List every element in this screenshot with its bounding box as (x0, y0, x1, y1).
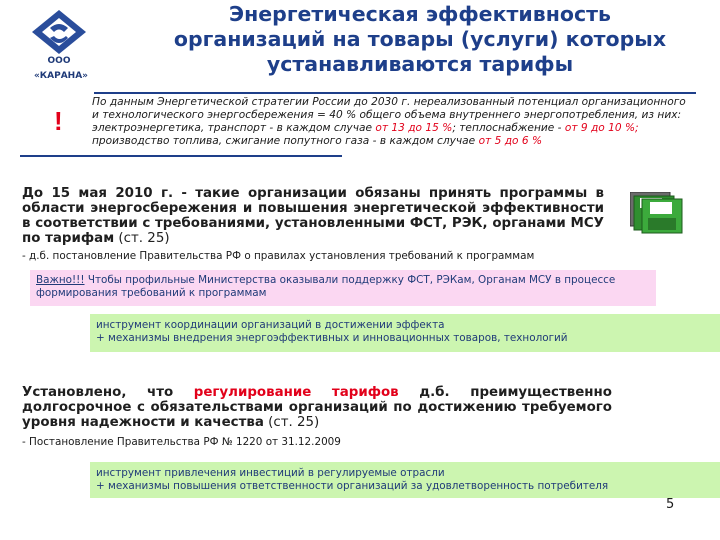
section-divider (20, 155, 342, 157)
exclamation-icon: ! (54, 106, 63, 136)
company-logo (28, 8, 90, 56)
logo-org-label: ООО (47, 56, 71, 66)
green-box-line-1: инструмент координации организаций в достижении эффекта (96, 319, 445, 331)
important-callout (30, 270, 656, 306)
intro-line-2: и технологического энергосбережения = 40 % общего объема внутреннего энергопотребления, из них: (92, 109, 682, 121)
tariff-text: д.б. преимущественно долгосрочное с обязательствами организаций по достижению требуемого уровня надежности и качества (22, 385, 613, 430)
deadline-text: До 15 мая 2010 г. - такие организации обязаны принять программы в области энергосбережения и повышения энергетической эффективности в соответствии с требованиями, установленными ФСТ, РЭК, органами МСУ по тарифам (22, 186, 604, 246)
tariff-text: Установлено, что (22, 385, 194, 400)
page-title: Энергетическая эффективность организаций на товары (услуги) которых устанавливаются тарифы (173, 2, 667, 76)
intro-line-1: По данным Энергетической стратегии России до 2030 г. нереализованный потенциал организационного (92, 96, 686, 108)
coordination-tool-box (90, 314, 720, 352)
tariff-highlight: регулирование тарифов (193, 385, 399, 400)
intro-text: производство топлива, сжигание попутного газа - в каждом случае (92, 135, 479, 147)
intro-line-4 (92, 135, 704, 148)
intro-text: электроэнергетика, транспорт - в каждом случае (92, 122, 376, 134)
tariff-paragraph (22, 385, 612, 430)
folders-icon (630, 192, 686, 234)
intro-highlight: от 9 до 10 %; (564, 122, 639, 134)
article-reference: (ст. 25) (263, 415, 320, 430)
green-box-line-1: инструмент привлечения инвестиций в регулируемые отрасли (96, 467, 445, 479)
title-divider (94, 92, 696, 94)
investment-tool-box (90, 462, 720, 498)
green-box-line-2: + механизмы повышения ответственности организаций за удовлетворенность потребителя (96, 480, 609, 492)
intro-highlight: от 5 до 6 % (478, 135, 543, 147)
important-text: Чтобы профильные Министерства оказывали поддержку ФСТ, РЭКам, Органам МСУ в процессе формирования требований к программам (36, 274, 616, 299)
green-box-line-2: + механизмы внедрения энергоэффективных и инновационных товаров, технологий (96, 332, 568, 344)
regulation-note: - д.б. постановление Правительства РФ о правилах установления требований к программам (22, 250, 535, 262)
deadline-paragraph (22, 186, 604, 246)
intro-paragraph (92, 96, 704, 148)
logo-company-name: «КАРАНА» (33, 71, 88, 81)
resolution-note: - Постановление Правительства РФ № 1220 от 31.12.2009 (22, 436, 341, 448)
page-number: 5 (666, 497, 675, 512)
important-label: Важно!!! (36, 274, 85, 286)
intro-text: ; теплоснабжение - (452, 122, 565, 134)
intro-line-3 (92, 122, 704, 135)
article-reference: (ст. 25) (114, 231, 170, 246)
intro-highlight: от 13 до 15 % (375, 122, 453, 134)
